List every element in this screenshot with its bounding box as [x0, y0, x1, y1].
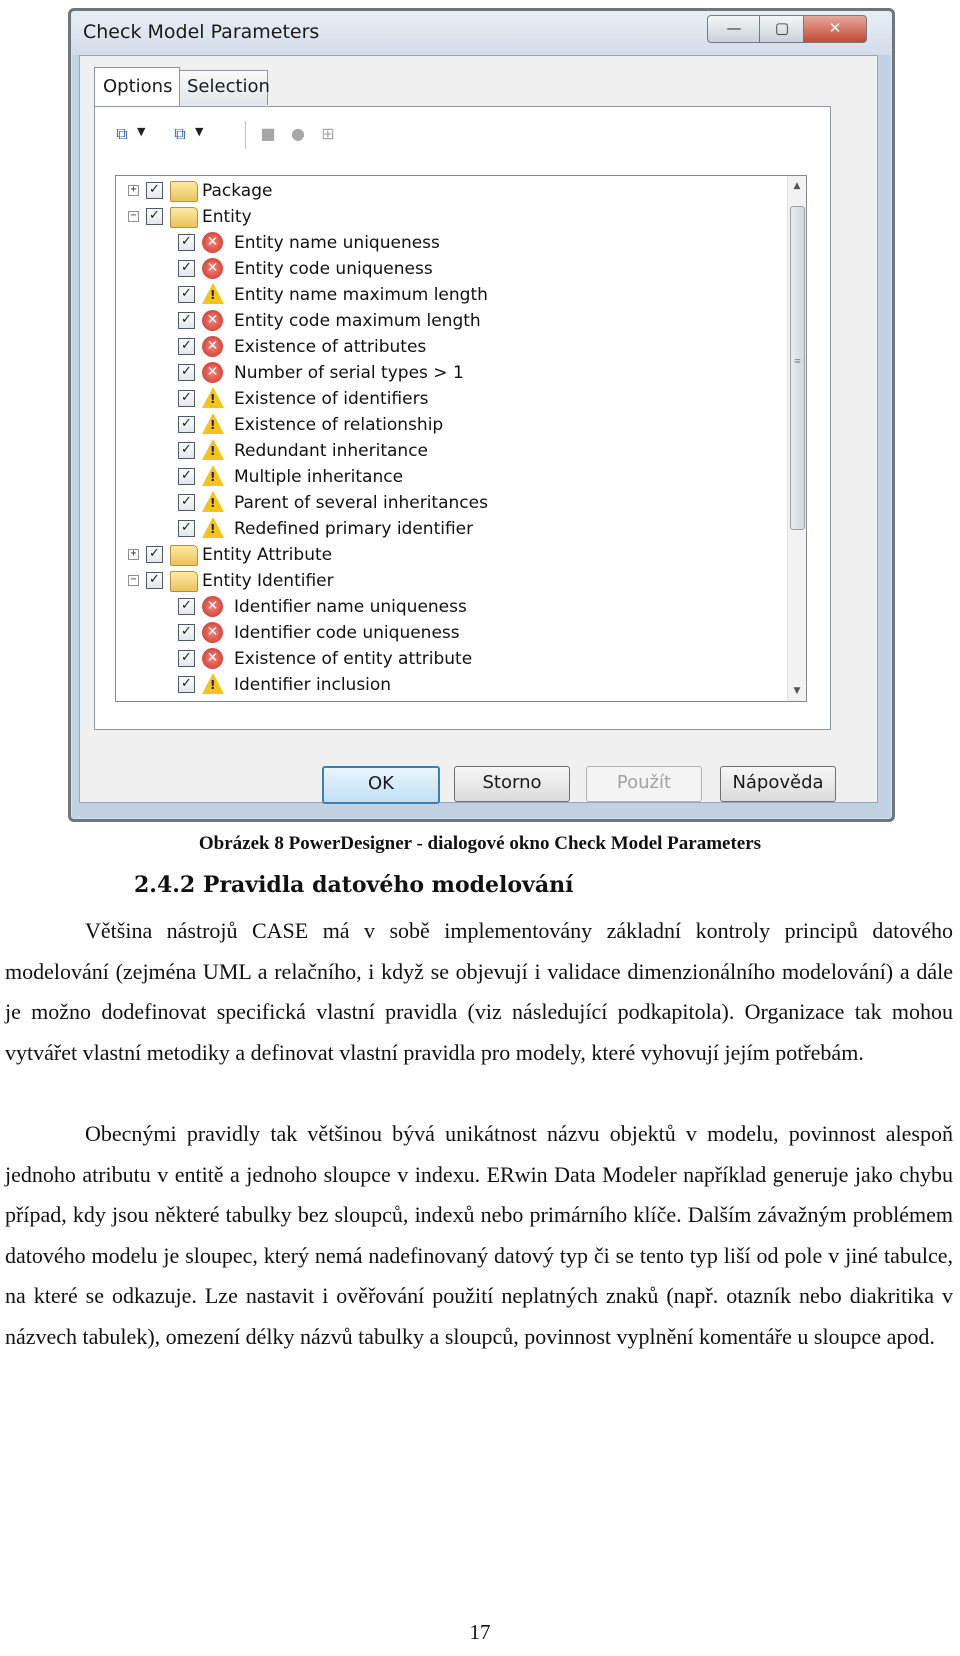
- rule-checkbox[interactable]: ✓: [178, 624, 195, 641]
- paragraph-2-text: Obecnými pravidly tak většinou bývá unikátnost názvu objektů v modelu, povinnost alespoň jednoho atributu v entitě a jednoho sloupce v indexu. ERwin Data Modeler například generuje jako chybu případ, kdy jsou některé tabulky bez sloupců, indexů nebo primárního klíče. Dalším závažným problémem datového modelu je sloupec, který nemá nadefinovaný datový typ či se tento typ liší od pole v jiné tabulce, na které se odkazuje. Lze nastavit i ověřování použití neplatných znaků (např. otazník nebo diakritika v názvech tabulek), omezení délky názvů tabulky a sloupců, povinnost vyplnění komentáře u sloupce apod.: [5, 1121, 953, 1349]
- error-icon: ✕: [202, 648, 223, 669]
- cancel-button[interactable]: Storno: [454, 766, 570, 802]
- tree-category-row[interactable]: [116, 204, 776, 230]
- tree-item-label: Identifier inclusion: [234, 675, 392, 695]
- warning-icon: !: [202, 387, 224, 408]
- maximize-button[interactable]: ▢: [759, 15, 805, 43]
- rule-checkbox[interactable]: ✓: [178, 650, 195, 667]
- tree-item-label: Existence of identifiers: [234, 389, 429, 409]
- tree-rule-row[interactable]: [116, 620, 776, 646]
- expand-icon[interactable]: +: [128, 185, 139, 196]
- rule-checkbox[interactable]: ✓: [146, 572, 163, 589]
- rule-checkbox[interactable]: ✓: [178, 416, 195, 433]
- folder-icon: [170, 571, 198, 592]
- stop-icon[interactable]: ■: [260, 124, 276, 143]
- chevron-down-icon[interactable]: ▼: [137, 125, 146, 138]
- rule-checkbox[interactable]: ✓: [178, 520, 195, 537]
- error-icon: ✕: [202, 258, 223, 279]
- dialog-title: Check Model Parameters: [83, 21, 320, 43]
- tree-item-label: Existence of entity attribute: [234, 649, 473, 669]
- collapse-icon[interactable]: −: [128, 211, 139, 222]
- collapse-icon[interactable]: −: [128, 575, 139, 586]
- rule-checkbox[interactable]: ✓: [178, 598, 195, 615]
- tree-rule-row[interactable]: [116, 672, 776, 698]
- grip-icon: ≡: [794, 354, 801, 368]
- tree-category-row[interactable]: [116, 178, 776, 204]
- tree-item-label: Entity name maximum length: [234, 285, 488, 305]
- tree-rule-row[interactable]: [116, 360, 776, 386]
- deselect-all-icon[interactable]: ⧉: [174, 124, 186, 143]
- tree-rule-row[interactable]: [116, 438, 776, 464]
- error-icon: ✕: [202, 336, 223, 357]
- folder-icon: [170, 545, 198, 566]
- warning-icon: !: [202, 491, 224, 512]
- tree-category-row[interactable]: [116, 568, 776, 594]
- dialog-client-area: [79, 55, 878, 803]
- tree-item-label: Identifier name uniqueness: [234, 597, 467, 617]
- chevron-down-icon[interactable]: ▼: [195, 125, 204, 138]
- tree-rule-row[interactable]: [116, 386, 776, 412]
- rule-checkbox[interactable]: ✓: [178, 234, 195, 251]
- close-button[interactable]: ✕: [803, 15, 867, 43]
- paragraph-1-text: Většina nástrojů CASE má v sobě implementovány základní kontroly principů datového modelování (zejména UML a relačního, i když se objevují i validace dimenzionálního modelování) a dále je možno dodefinovat specifická vlastní pravidla (viz následující podkapitola). Organizace tak mohou vytvářet vlastní metodiky a definovat vlastní pravidla pro modely, které vyhovují jejím potřebám.: [5, 918, 953, 1065]
- ok-button[interactable]: OK: [322, 766, 440, 804]
- rule-checkbox[interactable]: ✓: [178, 286, 195, 303]
- apply-button[interactable]: Použít: [586, 766, 702, 802]
- warning-icon: !: [202, 283, 224, 304]
- tree-item-label: Entity Identifier: [202, 571, 334, 591]
- tree-item-label: Entity code maximum length: [234, 311, 481, 331]
- add-rule-icon[interactable]: ⊞: [321, 124, 335, 143]
- tree-item-label: Entity name uniqueness: [234, 233, 440, 253]
- warning-icon: !: [202, 673, 224, 694]
- tree-rule-row[interactable]: [116, 464, 776, 490]
- help-button[interactable]: Nápověda: [720, 766, 836, 802]
- rule-checkbox[interactable]: ✓: [178, 468, 195, 485]
- title-bar[interactable]: [71, 11, 892, 55]
- tree-item-label: Multiple inheritance: [234, 467, 404, 487]
- error-icon: ✕: [202, 232, 223, 253]
- rule-checkbox[interactable]: ✓: [146, 208, 163, 225]
- rule-checkbox[interactable]: ✓: [178, 364, 195, 381]
- expand-icon[interactable]: +: [128, 549, 139, 560]
- tree-rule-row[interactable]: [116, 490, 776, 516]
- tree-item-label: Existence of attributes: [234, 337, 427, 357]
- tree-rule-row[interactable]: [116, 230, 776, 256]
- scroll-down-icon[interactable]: ▼: [793, 686, 801, 696]
- rule-checkbox[interactable]: ✓: [178, 260, 195, 277]
- tree-rule-row[interactable]: [116, 412, 776, 438]
- folder-icon: [170, 207, 198, 228]
- tree-rule-row[interactable]: [116, 256, 776, 282]
- rule-checkbox[interactable]: ✓: [178, 338, 195, 355]
- tree-item-label: Entity code uniqueness: [234, 259, 433, 279]
- rule-checkbox[interactable]: ✓: [146, 182, 163, 199]
- tab-selection[interactable]: Selection: [178, 70, 268, 105]
- toolbar-separator: [245, 121, 246, 149]
- tab-options[interactable]: Options: [94, 67, 180, 106]
- error-icon: ✕: [202, 310, 223, 331]
- tree-rule-row[interactable]: [116, 516, 776, 542]
- section-heading: 2.4.2 Pravidla datového modelování: [134, 872, 574, 898]
- minimize-button[interactable]: —: [707, 15, 761, 43]
- toolbar: [107, 117, 807, 151]
- warning-icon: !: [202, 517, 224, 538]
- paragraph-1: [5, 911, 953, 1073]
- tree-item-label: Existence of relationship: [234, 415, 444, 435]
- rule-checkbox[interactable]: ✓: [178, 494, 195, 511]
- check-model-parameters-dialog: [68, 8, 895, 822]
- warning-icon: !: [202, 465, 224, 486]
- rule-checkbox[interactable]: ✓: [178, 676, 195, 693]
- scroll-up-icon[interactable]: ▲: [793, 181, 801, 191]
- warning-icon: !: [202, 439, 224, 460]
- vertical-scrollbar[interactable]: [787, 176, 806, 701]
- folder-icon: [170, 181, 198, 202]
- error-icon: ✕: [202, 362, 223, 383]
- tree-item-label: Parent of several inheritances: [234, 493, 488, 513]
- tree-rule-row[interactable]: [116, 308, 776, 334]
- tree-item-label: Entity: [202, 207, 252, 227]
- rule-checkbox[interactable]: ✓: [146, 546, 163, 563]
- tree-item-label: Entity Attribute: [202, 545, 333, 565]
- rule-checkbox[interactable]: ✓: [178, 442, 195, 459]
- tree-rule-row[interactable]: [116, 594, 776, 620]
- rule-checkbox[interactable]: ✓: [178, 312, 195, 329]
- warning-icon: !: [202, 413, 224, 434]
- user-icon[interactable]: ●: [291, 124, 305, 143]
- rule-checkbox[interactable]: ✓: [178, 390, 195, 407]
- error-icon: ✕: [202, 596, 223, 617]
- tree-item-label: Identifier code uniqueness: [234, 623, 460, 643]
- tree-item-label: Redefined primary identifier: [234, 519, 474, 539]
- options-panel: [94, 106, 831, 730]
- tree-item-label: Redundant inheritance: [234, 441, 429, 461]
- select-all-icon[interactable]: ⧉: [116, 124, 128, 143]
- scrollbar-thumb[interactable]: [790, 206, 805, 530]
- rules-tree[interactable]: [115, 175, 807, 702]
- tree-rule-row[interactable]: [116, 646, 776, 672]
- tree-item-label: Number of serial types > 1: [234, 363, 464, 383]
- tree-rule-row[interactable]: [116, 282, 776, 308]
- tree-item-label: Package: [202, 181, 273, 201]
- page-number: 17: [469, 1620, 491, 1644]
- figure-caption: Obrázek 8 PowerDesigner - dialogové okno Check Model Parameters: [198, 833, 762, 854]
- paragraph-2: [5, 1114, 953, 1357]
- error-icon: ✕: [202, 622, 223, 643]
- tree-rule-row[interactable]: [116, 334, 776, 360]
- tree-category-row[interactable]: [116, 542, 776, 568]
